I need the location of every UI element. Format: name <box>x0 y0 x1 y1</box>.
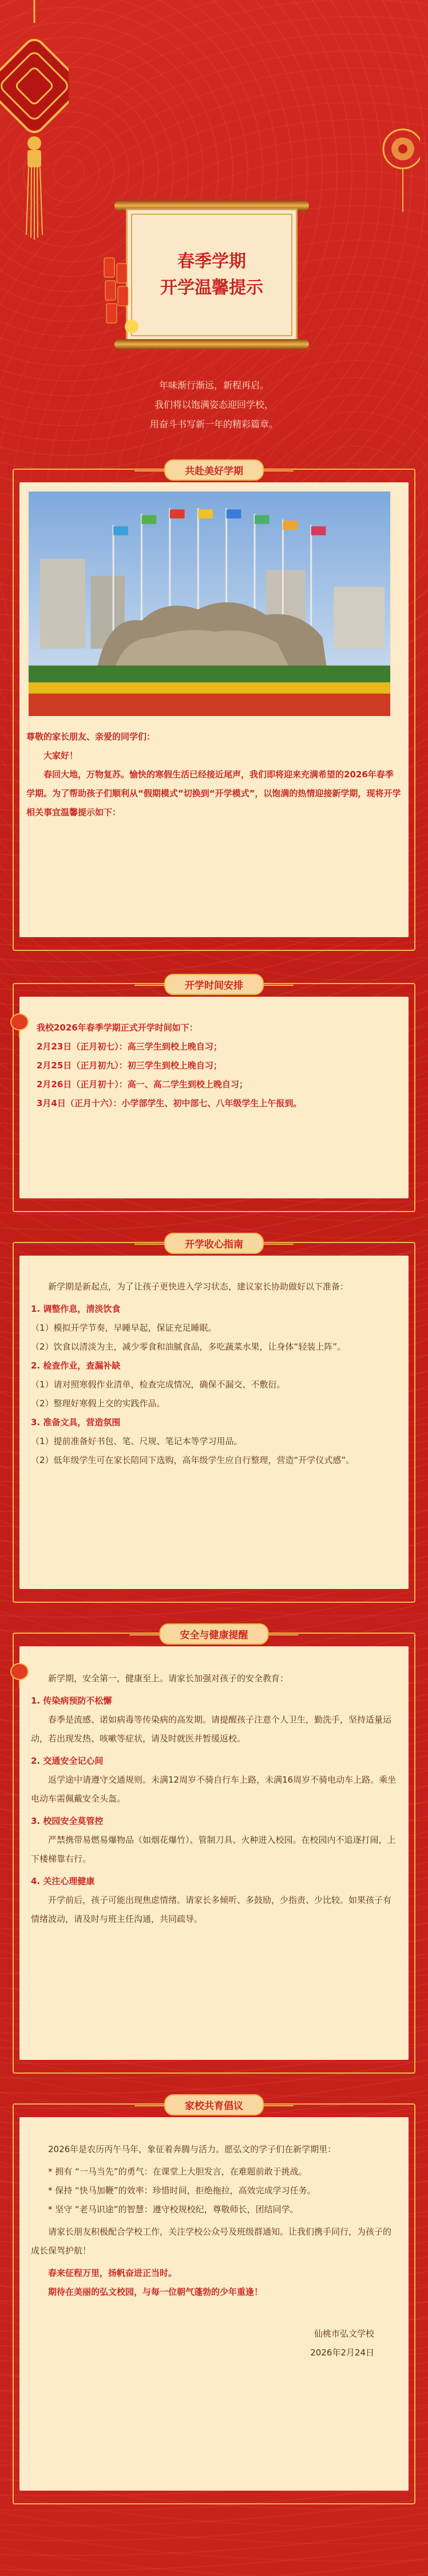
intro-line: 年味渐行渐远，新程再启。 <box>158 380 269 391</box>
initiative-bullet: * 坚守 “老马识途”的智慧：遵守校规校纪，尊敬师长，团结同学。 <box>48 2204 299 2215</box>
section-title: 安全与健康提醒 <box>160 1623 269 1645</box>
safety-text: 返学途中请遵守交通规则。未满12周岁不骑自行车上路，未满16周岁不骑电动车上路。乘坐电动车需佩戴安全头盔。 <box>31 1775 397 1804</box>
guide-item: （1）请对照寒假作业清单，检查完成情况，确保不漏交、不敷衍。 <box>31 1379 286 1390</box>
guide-intro: 新学期是新起点，为了让孩子更快进入学习状态，建议家长协助做好以下准备： <box>48 1281 349 1292</box>
section-body <box>31 2140 397 2362</box>
closing-line: 期待在美丽的弘文校园，与每一位朝气蓬勃的少年重逢！ <box>48 2287 263 2297</box>
guide-item: （2）整理好寒假上交的实践作品。 <box>31 1398 165 1409</box>
safety-text: 严禁携带易燃易爆物品（如烟花爆竹）、管制刀具、火种进入校园。在校园内不追逐打闹，上下楼梯靠右行。 <box>31 1835 396 1864</box>
safety-heading: 2. 交通安全记心间 <box>31 1756 104 1766</box>
scroll-paper <box>126 209 298 341</box>
scroll-title-line1: 春季学期 <box>177 251 246 272</box>
safety-intro: 新学期，安全第一，健康至上。请家长加强对孩子的安全教育： <box>48 1673 289 1684</box>
safety-text: 开学前后，孩子可能出现焦虑情绪。请家长多倾听、多鼓励，少指责、少比较。如果孩子有情绪波动，请及时与班主任沟通，共同疏导。 <box>31 1895 392 1924</box>
hello: 大家好！ <box>43 750 78 761</box>
section-guide <box>13 1239 415 1603</box>
intro-line: 用奋斗书写新一年的精彩篇章。 <box>149 419 278 430</box>
school-signature: 仙桃市弘文学校 <box>314 2329 374 2339</box>
flower-ornament-icon <box>368 115 420 218</box>
section-body <box>26 727 402 822</box>
lantern-icon <box>9 1657 30 1688</box>
schedule-item: 3月4日（正月十六）：小学部学生、初中部七、八年级学生上午报到。 <box>37 1098 302 1108</box>
section-title: 共赴美好学期 <box>164 459 264 481</box>
section-body <box>31 1277 397 1470</box>
section-initiative <box>13 2103 415 2504</box>
scroll-rod-bottom <box>114 339 309 349</box>
guide-item: （1）提前准备好书包、笔、尺规、笔记本等学习用品。 <box>31 1436 243 1446</box>
schedule-item: 2月25日（正月初九）：初三学生到校上晚自习； <box>37 1060 222 1071</box>
firecracker-icon <box>98 252 144 338</box>
chinese-knot-icon <box>0 0 69 246</box>
greeting: 尊敬的家长朋友、亲爱的同学们： <box>26 731 156 742</box>
intro-text <box>0 376 428 434</box>
section-semester <box>13 466 415 951</box>
initiative-intro: 2026年是农历丙午马年，象征着奔腾与活力。愿弘文的学子们在新学期里： <box>48 2144 336 2154</box>
lantern-icon <box>9 1007 30 1038</box>
closing-line: 春来征程万里，扬帆奋进正当时。 <box>48 2268 177 2278</box>
section-body <box>37 1018 397 1113</box>
semester-text: 春回大地，万物复苏。愉快的寒假生活已经接近尾声，我们即将迎来充满希望的2026年春季学期。为了帮助孩子们顺利从“假期模式”切换到“开学模式”，以饱满的热情迎接新学期，现将开学相关事宜温馨提示如下： <box>26 769 401 817</box>
schedule-item: 2月23日（正月初七）：高三学生到校上晚自习； <box>37 1041 222 1052</box>
section-title: 家校共育倡议 <box>164 2094 264 2115</box>
section-schedule <box>13 980 415 1212</box>
section-body <box>31 1669 397 1929</box>
safety-text: 春季是流感、诺如病毒等传染病的高发期。请提醒孩子注意个人卫生，勤洗手，坚持适量运动，若出现发热、咳嗽等症状，请及时就医并暂缓返校。 <box>31 1714 392 1744</box>
guide-heading: 3. 准备文具，营造氛围 <box>31 1417 121 1427</box>
initiative-bullet: * 保持 “快马加鞭”的效率：珍惜时间，拒绝拖拉，高效完成学习任务。 <box>48 2185 316 2196</box>
guide-heading: 2. 检查作业，查漏补缺 <box>31 1360 121 1371</box>
safety-heading: 4. 关注心理健康 <box>31 1876 95 1886</box>
intro-line: 我们将以饱满姿态迎回学校， <box>154 399 274 410</box>
schedule-intro: 我校2026年春季学期正式开学时间如下： <box>37 1022 198 1033</box>
guide-heading: 1. 调整作息，清淡饮食 <box>31 1304 121 1314</box>
initiative-bullet: * 拥有 “一马当先”的勇气：在课堂上大胆发言，在难题前敢于挑战。 <box>48 2166 307 2177</box>
safety-heading: 1. 传染病预防不松懈 <box>31 1696 112 1706</box>
signature-date: 2026年2月24日 <box>310 2347 374 2358</box>
guide-item: （1）模拟开学节奏，早睡早起，保证充足睡眠。 <box>31 1323 217 1333</box>
initiative-text: 请家长朋友积极配合学校工作，关注学校公众号及班级群通知。让我们携手同行，为孩子的成长保驾护航！ <box>31 2227 392 2256</box>
safety-heading: 3. 校园安全莫管控 <box>31 1816 104 1826</box>
campus-photo-illustration <box>29 491 390 716</box>
campus-photo <box>26 489 393 718</box>
schedule-item: 2月26日（正月初十）：高一、高二学生到校上晚自习； <box>37 1079 248 1090</box>
section-safety <box>13 1630 415 2074</box>
guide-item: （2）低年级学生可在家长陪同下选购，高年级学生应自行整理，营造“开学仪式感”。 <box>31 1455 355 1465</box>
guide-item: （2）饮食以清淡为主，减少零食和油腻食品，多吃蔬菜水果，让身体“轻装上阵”。 <box>31 1342 346 1352</box>
title-scroll <box>120 200 303 349</box>
scroll-title-line2: 开学温馨提示 <box>160 278 263 298</box>
section-title: 开学收心指南 <box>164 1233 264 1254</box>
section-title: 开学时间安排 <box>164 974 264 995</box>
